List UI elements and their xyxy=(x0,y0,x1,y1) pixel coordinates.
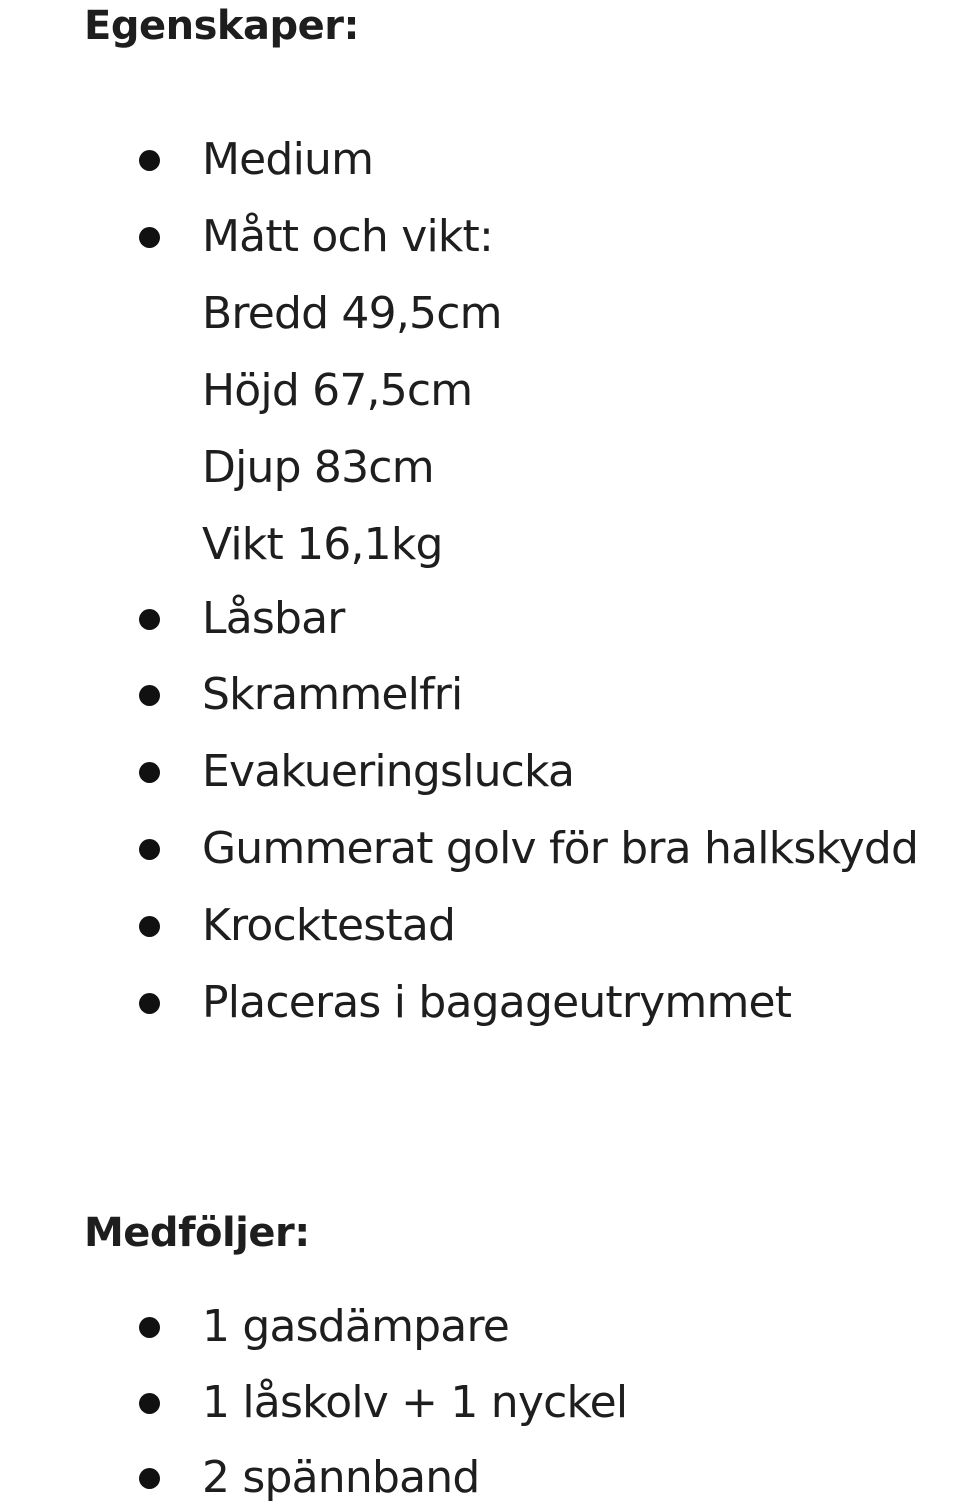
feature-detail-line xyxy=(0,436,960,500)
bullet-icon xyxy=(139,839,160,860)
feature-list-item xyxy=(0,663,960,727)
feature-detail-line xyxy=(0,359,960,423)
bullet-icon xyxy=(139,916,160,937)
bullet-icon xyxy=(139,227,160,248)
feature-depth: Djup 83cm xyxy=(202,442,434,493)
feature-dimensions-weight: Mått och vikt: xyxy=(202,211,494,262)
feature-weight: Vikt 16,1kg xyxy=(202,519,443,570)
feature-list-item xyxy=(0,587,960,651)
feature-placement: Placeras i bagageutrymmet xyxy=(202,977,792,1028)
bullet-icon xyxy=(139,609,160,630)
included-straps: 2 spännband xyxy=(202,1452,480,1503)
bullet-icon xyxy=(139,1468,160,1489)
feature-width: Bredd 49,5cm xyxy=(202,288,502,339)
feature-lockable: Låsbar xyxy=(202,593,345,644)
feature-detail-line xyxy=(0,282,960,346)
bullet-icon xyxy=(139,1393,160,1414)
included-list-item xyxy=(0,1446,960,1510)
included-list-item xyxy=(0,1371,960,1435)
included-list-item xyxy=(0,1295,960,1359)
bullet-icon xyxy=(139,1317,160,1338)
feature-height: Höjd 67,5cm xyxy=(202,365,473,416)
bullet-icon xyxy=(139,685,160,706)
bullet-icon xyxy=(139,762,160,783)
feature-crash-tested: Krocktestad xyxy=(202,900,456,951)
included-lock-and-key: 1 låskolv + 1 nyckel xyxy=(202,1377,628,1428)
feature-evacuation-hatch: Evakueringslucka xyxy=(202,746,575,797)
feature-list-item xyxy=(0,205,960,269)
bullet-icon xyxy=(139,150,160,171)
feature-rattle-free: Skrammelfri xyxy=(202,669,463,720)
included-heading: Medföljer: xyxy=(84,1210,310,1256)
feature-list-item xyxy=(0,128,960,192)
feature-list-item xyxy=(0,740,960,804)
feature-list-item xyxy=(0,971,960,1035)
included-gas-damper: 1 gasdämpare xyxy=(202,1301,510,1352)
feature-list-item xyxy=(0,894,960,958)
feature-list-item xyxy=(0,817,960,881)
bullet-icon xyxy=(139,993,160,1014)
feature-rubber-floor: Gummerat golv för bra halkskydd xyxy=(202,823,919,874)
feature-detail-line xyxy=(0,513,960,577)
features-heading: Egenskaper: xyxy=(84,3,359,49)
feature-medium: Medium xyxy=(202,134,374,185)
